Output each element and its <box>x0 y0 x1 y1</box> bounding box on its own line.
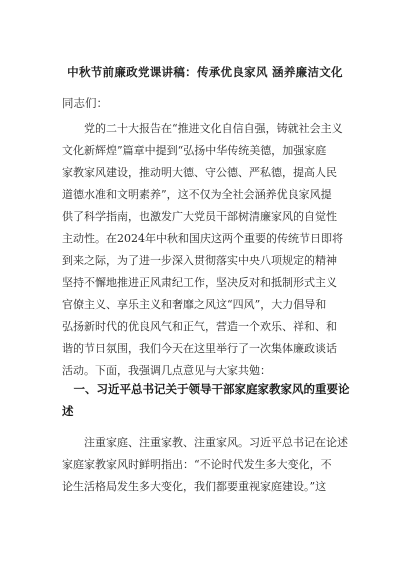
heading1-line: 一、习近平总书记关于领导干部家庭家教家风的重要论 <box>62 382 350 396</box>
paragraph1-line: 弘扬新时代的优良风气和正气，营造一个欢乐、祥和、和 <box>62 320 337 333</box>
section-heading-1 <box>62 378 352 422</box>
paragraph1-line: 官僚主义、享乐主义和奢靡之风这“四风”，大力倡导和 <box>62 298 327 311</box>
paragraph1-line: 坚持不懈地推进正风肃纪工作，坚决反对和抵制形式主义 <box>62 276 337 289</box>
paragraph1-line: 活动。下面，我强调几点意见与大家共勉： <box>62 364 271 377</box>
salutation: 同志们： <box>62 96 108 110</box>
paragraph1-line: 家教家风建设，推动明大德、守公德、严私德，提高人民 <box>62 166 337 179</box>
paragraph1-line: 供了科学指南，也激发广大党员干部树清廉家风的自觉性 <box>62 210 337 223</box>
paragraph2-line: 论生活格局发生多大变化，我们都要重视家庭建设。”这 <box>62 480 327 493</box>
paragraph1-line: 到来之际，为了进一步深入贯彻落实中央八项规定的精神 <box>62 254 337 267</box>
paragraph1-line: 道德水准和文明素养”，这不仅为全社会涵养优良家风提 <box>62 188 332 201</box>
paragraph-intro <box>62 118 352 382</box>
heading1-line: 述 <box>62 404 74 418</box>
paragraph-section-1 <box>62 432 352 498</box>
paragraph1-line: 谐的节日氛围，我们今天在这里举行了一次集体廉政谈话 <box>62 342 337 355</box>
paragraph1-line: 党的二十大报告在“推进文化自信自强，铸就社会主义 <box>62 122 343 135</box>
paragraph1-line: 主动性。在2024年中秋和国庆这两个重要的传统节日即将 <box>62 232 343 245</box>
document-title: 中秋节前廉政党课讲稿：传承优良家风 涵养廉洁文化 <box>67 65 343 79</box>
paragraph2-line: 注重家庭、注重家教、注重家风。习近平总书记在论述 <box>62 436 348 449</box>
paragraph2-line: 家庭家教家风时鲜明指出：“不论时代发生多大变化，不 <box>62 458 332 471</box>
paragraph1-line: 文化新辉煌”篇章中提到“弘扬中华传统美德，加强家庭 <box>62 144 327 157</box>
